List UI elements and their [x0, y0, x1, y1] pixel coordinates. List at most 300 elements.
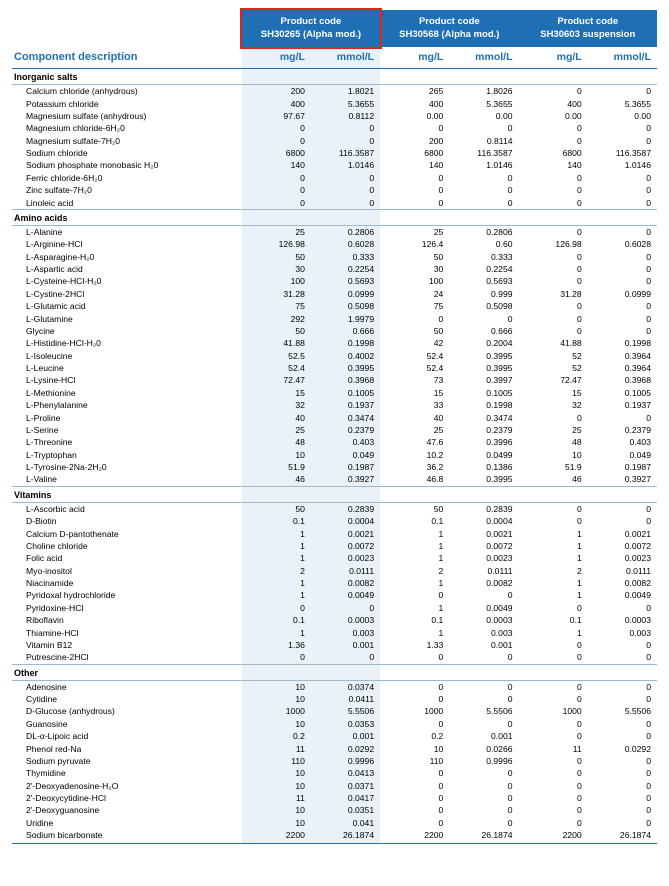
value-cell: 0 [242, 122, 311, 134]
group-header-row [12, 486, 657, 502]
table-row [12, 135, 657, 147]
value-cell: 1 [242, 589, 311, 601]
value-cell: 0.666 [311, 325, 380, 337]
table-row [12, 527, 657, 539]
value-cell: 0.0999 [624, 288, 651, 299]
value-cell: 0.0082 [624, 578, 651, 589]
group-spacer-cell [311, 664, 380, 680]
table-row [12, 184, 657, 196]
component-name-cell: L-Cystine-2HCl [26, 288, 85, 299]
value-cell: 1 [576, 553, 582, 564]
value-cell: 400 [242, 97, 311, 109]
value-cell: 0 [646, 197, 651, 208]
value-cell: 0.0003 [624, 615, 651, 626]
group-title: Amino acids [12, 209, 242, 225]
component-name-cell: Magnesium sulfate-7H₂0 [26, 135, 121, 146]
group-title: Other [12, 664, 242, 680]
value-cell: 0 [507, 185, 513, 196]
component-name-cell: L-Tryptophan [26, 449, 77, 460]
value-cell: 10 [242, 804, 311, 816]
value-cell: 0.0351 [311, 804, 380, 816]
table-row [12, 792, 657, 804]
value-cell: 0.3996 [486, 437, 513, 448]
value-cell: 0 [507, 652, 513, 663]
value-cell: 2200 [519, 829, 588, 844]
value-cell: 10 [242, 767, 311, 779]
table-row [12, 225, 657, 238]
value-cell: 0 [576, 805, 582, 816]
value-cell: 0.1937 [624, 400, 651, 411]
value-cell: 31.28 [242, 288, 311, 300]
value-cell: 0 [507, 768, 513, 779]
group-spacer-cell [519, 69, 588, 85]
group-spacer-cell [449, 664, 518, 680]
value-cell: 40 [242, 411, 311, 423]
value-cell: 0.3997 [486, 375, 513, 386]
product-header-2-line1: Product code [418, 16, 480, 27]
value-cell: 0.0072 [624, 540, 651, 551]
component-name-cell: Linoleic acid [26, 197, 74, 208]
value-cell: 0.3968 [311, 374, 380, 386]
value-cell: 0 [438, 652, 444, 663]
value-cell: 0.0004 [486, 516, 513, 527]
value-cell: 1 [576, 540, 582, 551]
value-cell: 0 [311, 602, 380, 614]
value-cell: 5.5506 [486, 706, 513, 717]
value-cell: 200 [242, 85, 311, 98]
value-cell: 0 [646, 805, 651, 816]
product-header-3-line1: Product code [557, 16, 619, 27]
component-name-cell: Vitamin B12 [26, 639, 73, 650]
component-name-cell: L-Ascorbic acid [26, 503, 85, 514]
component-name-cell: Magnesium chloride-6H₂0 [26, 123, 125, 134]
value-cell: 1 [438, 602, 444, 613]
value-cell: 0.1005 [311, 387, 380, 399]
value-cell: 0 [438, 123, 444, 134]
component-name-cell: Guanosine [26, 718, 68, 729]
value-cell: 41.88 [560, 338, 582, 349]
value-cell: 0 [646, 652, 651, 663]
value-cell: 0.666 [491, 325, 513, 336]
table-row [12, 817, 657, 829]
value-cell: 400 [428, 98, 444, 109]
value-cell: 0.2 [242, 730, 311, 742]
value-cell: 0.8112 [311, 110, 380, 122]
value-cell: 0.0004 [311, 515, 380, 527]
value-cell: 46.8 [426, 474, 444, 485]
value-cell: 0.0374 [311, 680, 380, 693]
value-cell: 42 [433, 338, 444, 349]
component-name-cell: L-Glutamine [26, 313, 73, 324]
table-row [12, 602, 657, 614]
table-row [12, 780, 657, 792]
value-cell: 10 [242, 718, 311, 730]
value-cell: 0.1 [569, 615, 582, 626]
value-cell: 50 [242, 502, 311, 515]
value-cell: 0 [646, 718, 651, 729]
value-cell: 0.001 [311, 639, 380, 651]
value-cell: 0.3995 [311, 362, 380, 374]
table-row [12, 461, 657, 473]
table-row [12, 362, 657, 374]
unit-col-3: mg/L [380, 47, 449, 69]
table-row [12, 436, 657, 448]
value-cell: 0.0353 [311, 718, 380, 730]
value-cell: 0.1 [242, 614, 311, 626]
value-cell: 50 [433, 503, 444, 514]
product-header-2 [380, 10, 518, 47]
value-cell: 32 [572, 400, 582, 411]
value-cell: 15 [433, 387, 444, 398]
value-cell: 0.999 [491, 288, 513, 299]
value-cell: 2 [242, 565, 311, 577]
component-name-cell: Potassium chloride [26, 98, 99, 109]
value-cell: 0.2379 [624, 424, 651, 435]
value-cell: 25 [572, 424, 582, 435]
table-row [12, 767, 657, 779]
unit-col-2: mmol/L [311, 47, 380, 69]
table-row [12, 312, 657, 324]
component-name-cell: Calcium chloride (anhydrous) [26, 86, 138, 97]
component-name-cell: Riboflavin [26, 615, 64, 626]
value-cell: 52.4 [242, 362, 311, 374]
value-cell: 0.0082 [486, 578, 513, 589]
value-cell: 0 [576, 123, 582, 134]
value-cell: 5.5506 [311, 705, 380, 717]
value-cell: 0 [438, 185, 444, 196]
value-cell: 0 [576, 313, 582, 324]
component-name-cell: L-Asparagine-H₂0 [26, 251, 95, 262]
value-cell: 0 [507, 681, 513, 692]
table-row [12, 325, 657, 337]
value-cell: 1000 [424, 706, 444, 717]
product-header-1 [242, 10, 380, 47]
value-cell: 0.00 [426, 110, 444, 121]
value-cell: 0.0021 [486, 528, 513, 539]
value-cell: 1 [242, 577, 311, 589]
value-cell: 0 [311, 651, 380, 664]
value-cell: 0.1 [431, 615, 444, 626]
group-spacer-cell [242, 486, 311, 502]
value-cell: 41.88 [242, 337, 311, 349]
value-cell: 0 [438, 768, 444, 779]
component-name-cell: 2'-Deoxycytidine-HCl [26, 793, 106, 804]
value-cell: 0 [242, 651, 311, 664]
value-cell: 0.2 [431, 731, 444, 742]
value-cell: 0 [438, 780, 444, 791]
component-name-cell: Magnesium sulfate (anhydrous) [26, 110, 147, 121]
value-cell: 0.5693 [311, 275, 380, 287]
value-cell: 0 [507, 313, 513, 324]
value-cell: 0 [646, 503, 651, 514]
value-cell: 0 [576, 817, 582, 828]
value-cell: 1 [576, 528, 582, 539]
value-cell: 1 [576, 590, 582, 601]
value-cell: 0.0371 [311, 780, 380, 792]
value-cell: 5.3655 [486, 98, 513, 109]
product-header-row [12, 10, 657, 47]
value-cell: 0 [576, 185, 582, 196]
group-header-row [12, 209, 657, 225]
value-cell: 52 [572, 350, 582, 361]
table-row [12, 97, 657, 109]
product-header-3-line2: SH30603 suspension [540, 29, 636, 40]
value-cell: 0 [576, 718, 582, 729]
value-cell: 11 [572, 743, 582, 754]
table-row [12, 755, 657, 767]
value-cell: 40 [433, 412, 444, 423]
value-cell: 5.5506 [624, 706, 651, 717]
value-cell: 0.0082 [311, 577, 380, 589]
value-cell: 0 [242, 172, 311, 184]
group-spacer-cell [519, 486, 588, 502]
value-cell: 0 [646, 251, 651, 262]
value-cell: 46 [242, 473, 311, 486]
value-cell: 0.049 [629, 449, 651, 460]
component-name-cell: L-Valine [26, 474, 57, 485]
value-cell: 0.5098 [311, 300, 380, 312]
value-cell: 0.0413 [311, 767, 380, 779]
value-cell: 0 [576, 780, 582, 791]
group-spacer-cell [380, 664, 449, 680]
table-row [12, 122, 657, 134]
table-row [12, 288, 657, 300]
value-cell: 0 [507, 793, 513, 804]
value-cell: 0.0023 [624, 553, 651, 564]
value-cell: 0 [646, 516, 651, 527]
table-row [12, 651, 657, 664]
group-spacer-cell [242, 664, 311, 680]
component-name-cell: L-Glutamic acid [26, 301, 86, 312]
value-cell: 10 [242, 449, 311, 461]
component-name-cell: Thiamine-HCl [26, 627, 79, 638]
value-cell: 0.333 [491, 251, 513, 262]
value-cell: 0 [311, 172, 380, 184]
table-row [12, 680, 657, 693]
value-cell: 0.0417 [311, 792, 380, 804]
group-spacer-cell [311, 486, 380, 502]
value-cell: 15 [572, 387, 582, 398]
component-name-cell: L-Tyrosine-2Na-2H₂0 [26, 462, 107, 473]
component-name-cell: Thymidine [26, 768, 66, 779]
component-name-cell: L-Phenylalanine [26, 400, 88, 411]
value-cell: 0 [646, 694, 651, 705]
product-header-2-box [380, 10, 518, 47]
table-row [12, 577, 657, 589]
value-cell: 0.1 [431, 516, 444, 527]
value-cell: 0 [507, 780, 513, 791]
value-cell: 0.3968 [624, 375, 651, 386]
value-cell: 0 [438, 718, 444, 729]
component-name-cell: Folic acid [26, 553, 63, 564]
value-cell: 2200 [242, 829, 311, 844]
value-cell: 0 [242, 196, 311, 209]
component-name-cell: Sodium phosphate monobasic H₂0 [26, 160, 159, 171]
group-spacer-cell [588, 664, 657, 680]
value-cell: 0.0111 [487, 565, 513, 576]
value-cell: 75 [433, 301, 444, 312]
value-cell: 0.00 [634, 110, 651, 121]
value-cell: 26.1874 [588, 829, 657, 844]
value-cell: 1 [438, 553, 444, 564]
value-cell: 25 [433, 424, 444, 435]
value-cell: 0.3964 [624, 363, 651, 374]
value-cell: 0.2379 [311, 424, 380, 436]
value-cell: 73 [433, 375, 444, 386]
value-cell: 0.1987 [624, 462, 651, 473]
value-cell: 0 [507, 805, 513, 816]
value-cell: 140 [567, 160, 582, 171]
table-row [12, 639, 657, 651]
group-spacer-cell [449, 69, 518, 85]
table-row [12, 424, 657, 436]
value-cell: 0 [242, 184, 311, 196]
value-cell: 1 [242, 527, 311, 539]
value-cell: 26.1874 [449, 829, 518, 844]
table-row [12, 147, 657, 159]
group-header-row [12, 69, 657, 85]
value-cell: 10.2 [426, 449, 444, 460]
unit-col-4: mmol/L [449, 47, 518, 69]
value-cell: 0.041 [311, 817, 380, 829]
value-cell: 110 [242, 755, 311, 767]
value-cell: 0 [576, 755, 582, 766]
value-cell: 126.4 [421, 239, 444, 250]
value-cell: 0.0266 [486, 743, 513, 754]
value-cell: 25 [242, 424, 311, 436]
value-cell: 100 [242, 275, 311, 287]
value-cell: 0.1998 [486, 400, 513, 411]
value-cell: 110 [429, 755, 444, 766]
value-cell: 0 [646, 793, 651, 804]
value-cell: 2 [438, 565, 444, 576]
value-cell: 0 [438, 590, 444, 601]
value-cell: 24 [433, 288, 444, 299]
value-cell: 0 [646, 602, 651, 613]
value-cell: 0.2806 [311, 225, 380, 238]
value-cell: 50 [242, 251, 311, 263]
value-cell: 1 [438, 578, 444, 589]
table-row [12, 196, 657, 209]
value-cell: 0 [646, 817, 651, 828]
value-cell: 1 [438, 627, 444, 638]
group-spacer-cell [242, 69, 311, 85]
value-cell: 0 [576, 503, 582, 514]
value-cell: 0.0072 [486, 540, 513, 551]
value-cell: 0 [507, 590, 513, 601]
table-row [12, 540, 657, 552]
value-cell: 0.6028 [624, 239, 651, 250]
value-cell: 10 [242, 693, 311, 705]
component-name-cell: L-Proline [26, 412, 61, 423]
value-cell: 52 [572, 363, 582, 374]
table-row [12, 337, 657, 349]
value-cell: 0 [646, 768, 651, 779]
table-row [12, 350, 657, 362]
group-header-row [12, 664, 657, 680]
value-cell: 0 [438, 817, 444, 828]
unit-col-6: mmol/L [588, 47, 657, 69]
component-name-cell: Cytidine [26, 694, 58, 705]
value-cell: 0 [311, 184, 380, 196]
group-spacer-cell [588, 486, 657, 502]
value-cell: 52.5 [242, 350, 311, 362]
group-spacer-cell [588, 69, 657, 85]
value-cell: 0 [507, 123, 513, 134]
value-cell: 1 [242, 540, 311, 552]
value-cell: 0 [646, 301, 651, 312]
value-cell: 6800 [242, 147, 311, 159]
table-row [12, 275, 657, 287]
value-cell: 0 [646, 135, 651, 146]
value-cell: 2200 [380, 829, 449, 844]
value-cell: 1.8026 [486, 86, 513, 97]
table-row [12, 742, 657, 754]
component-description-label: Component description [12, 47, 242, 69]
value-cell: 0.60 [495, 239, 513, 250]
value-cell: 0 [507, 718, 513, 729]
value-cell: 0 [646, 123, 651, 134]
group-spacer-cell [380, 69, 449, 85]
table-row [12, 502, 657, 515]
table-row [12, 693, 657, 705]
value-cell: 0.6028 [311, 238, 380, 250]
table-row [12, 172, 657, 184]
value-cell: 32 [242, 399, 311, 411]
value-cell: 0.0072 [311, 540, 380, 552]
component-name-cell: Pyridoxal hydrochloride [26, 590, 116, 601]
component-name-cell: L-Methionine [26, 387, 76, 398]
value-cell: 0 [576, 694, 582, 705]
value-cell: 0 [507, 172, 513, 183]
product-header-2-line2: SH30568 (Alpha mod.) [399, 29, 500, 40]
formulation-table [12, 10, 657, 844]
value-cell: 0 [576, 226, 582, 237]
value-cell: 0.1005 [624, 387, 651, 398]
value-cell: 0.3474 [311, 411, 380, 423]
value-cell: 75 [242, 300, 311, 312]
value-cell: 0 [646, 276, 651, 287]
value-cell: 0 [646, 226, 651, 237]
component-name-cell: Sodium chloride [26, 148, 88, 159]
value-cell: 0 [646, 731, 651, 742]
value-cell: 0 [576, 325, 582, 336]
value-cell: 0.2004 [486, 338, 513, 349]
value-cell: 0.403 [311, 436, 380, 448]
value-cell: 1 [438, 528, 444, 539]
value-cell: 0 [646, 755, 651, 766]
component-name-cell: D-Glucose (anhydrous) [26, 706, 115, 717]
value-cell: 30 [242, 263, 311, 275]
value-cell: 1.33 [426, 639, 444, 650]
component-name-cell: L-Lysine-HCl [26, 375, 76, 386]
component-name-cell: DL-α-Lipoic acid [26, 731, 89, 742]
table-row [12, 626, 657, 638]
value-cell: 0 [576, 172, 582, 183]
value-cell: 0.5098 [486, 301, 513, 312]
value-cell: 0 [507, 817, 513, 828]
component-name-cell: Phenol red-Na [26, 743, 82, 754]
value-cell: 10 [242, 817, 311, 829]
value-cell: 0.2254 [311, 263, 380, 275]
table-header [12, 10, 657, 69]
component-name-cell: Sodium pyruvate [26, 755, 91, 766]
value-cell: 1 [576, 627, 582, 638]
value-cell: 0 [438, 793, 444, 804]
table-row [12, 449, 657, 461]
product-header-1-line1: Product code [280, 16, 342, 27]
value-cell: 0.1386 [486, 462, 513, 473]
